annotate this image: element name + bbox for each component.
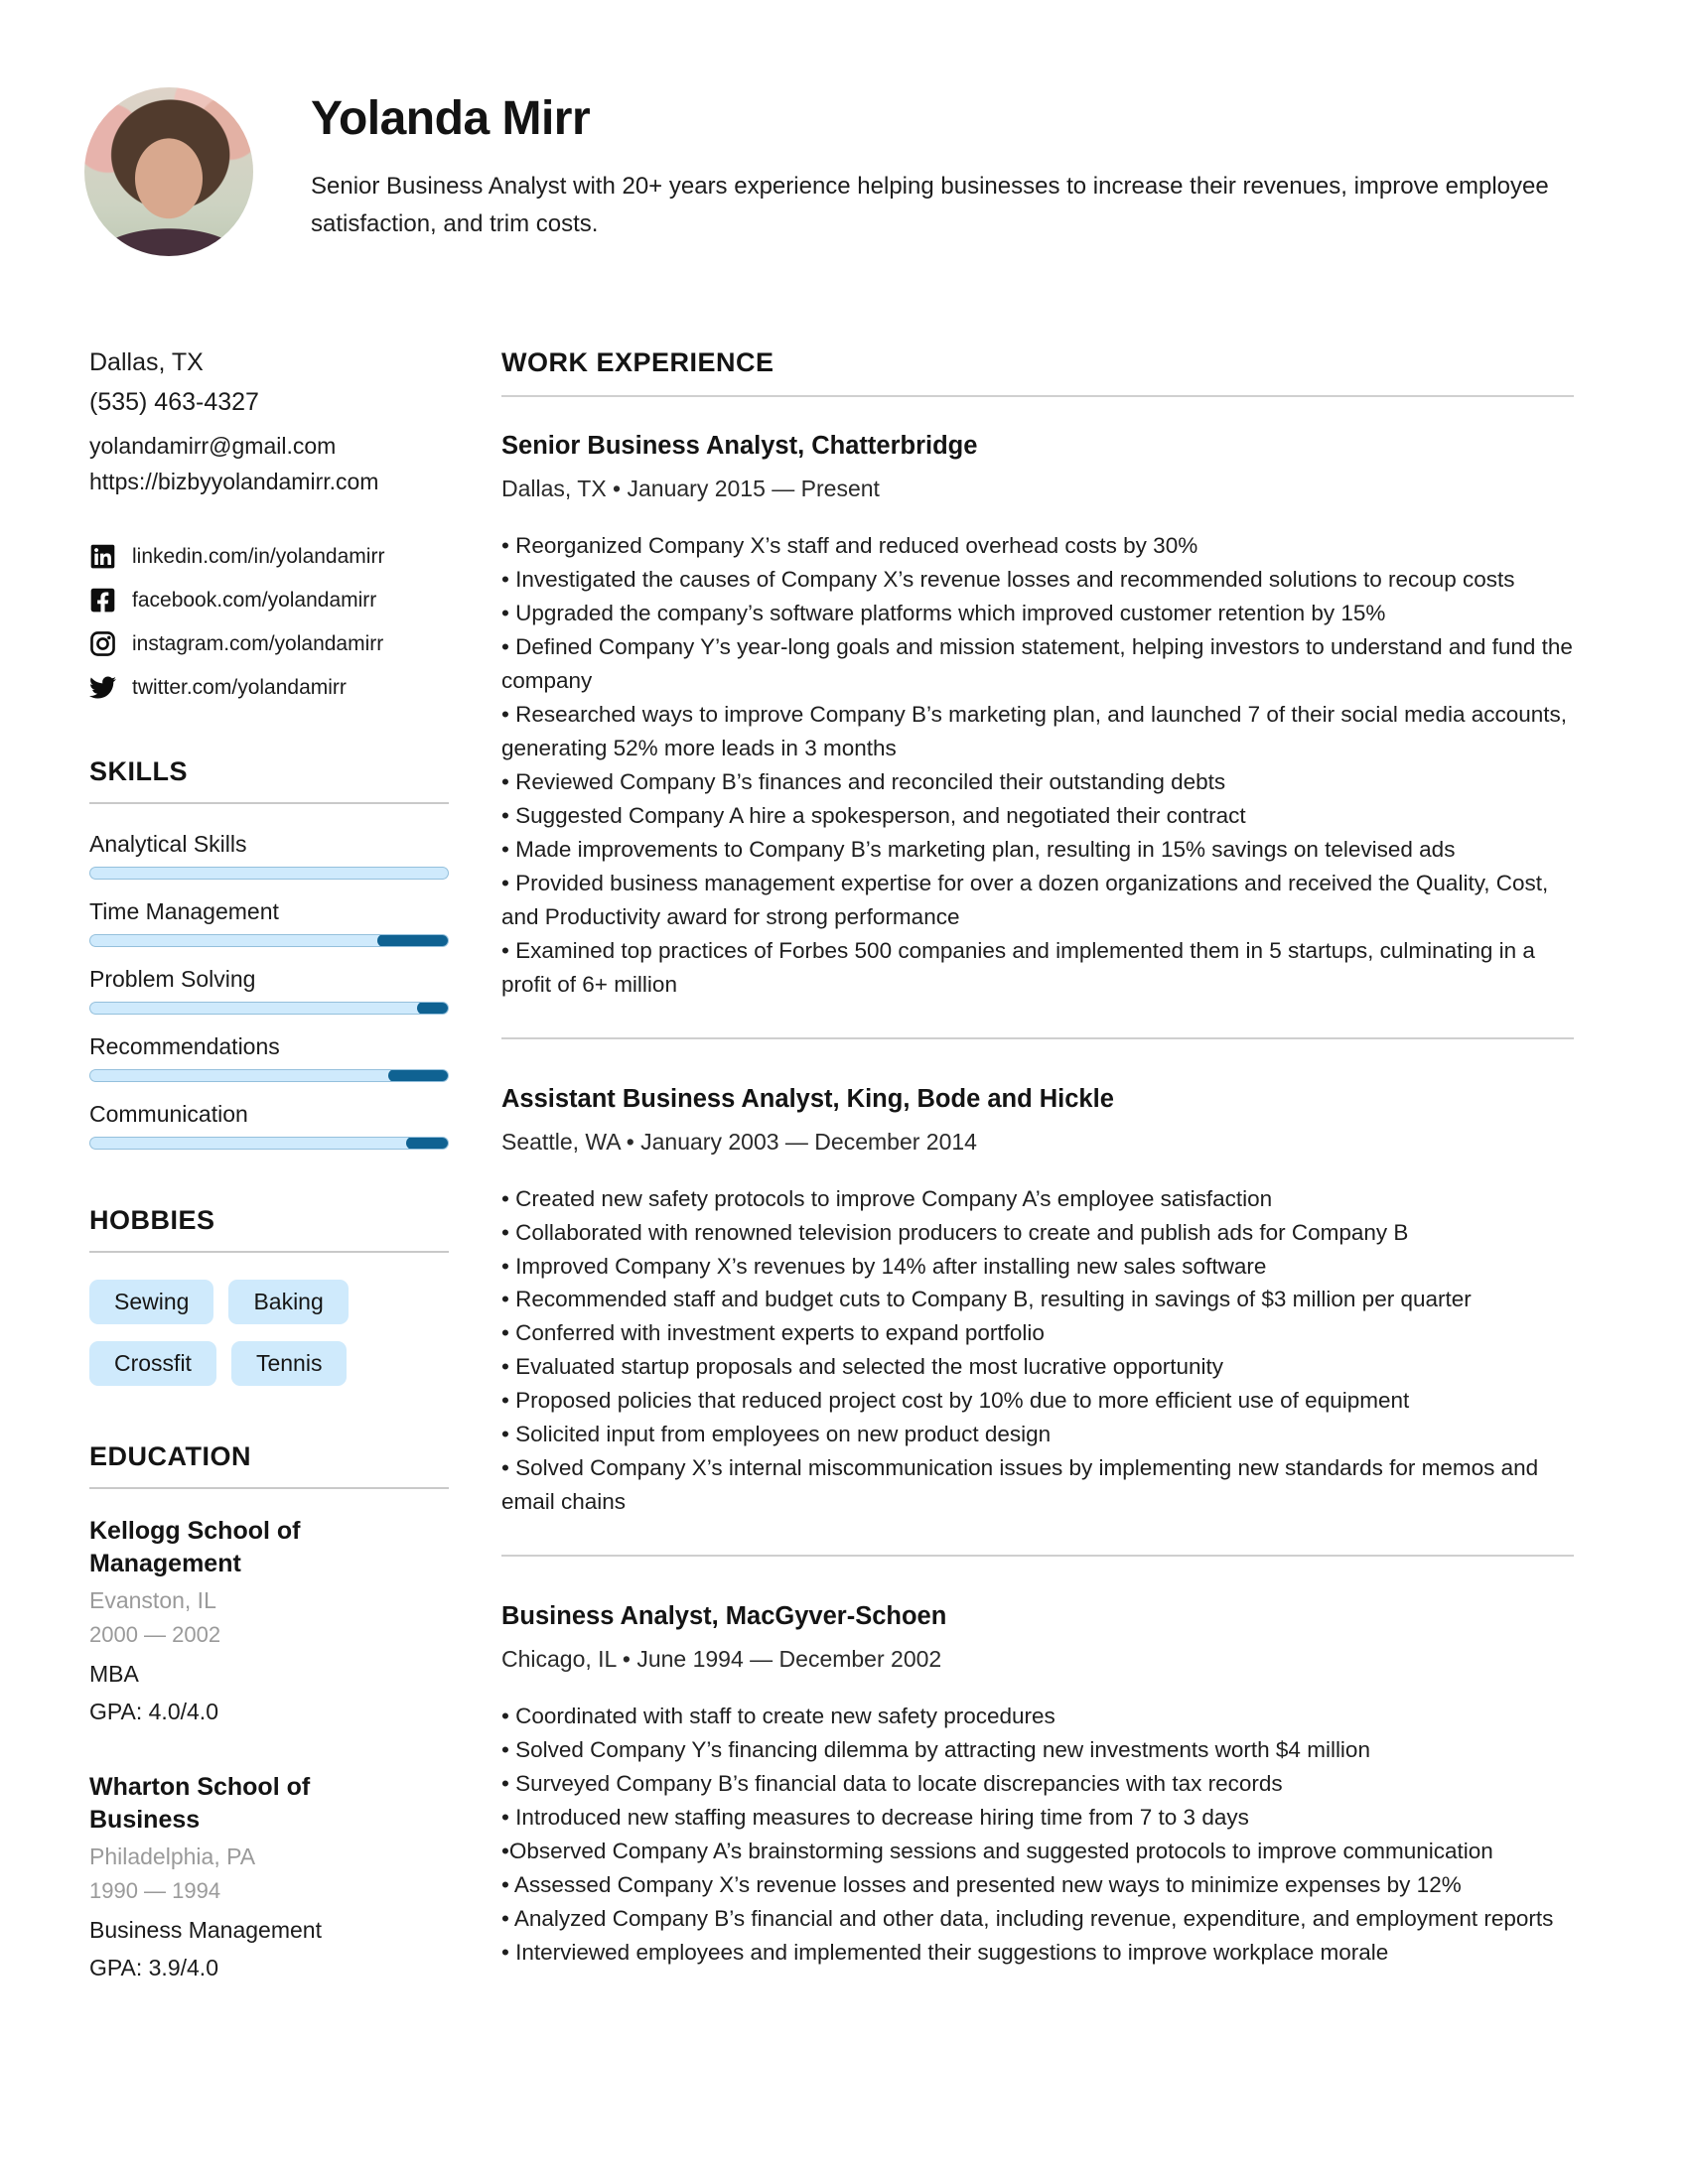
- social-link-label: twitter.com/yolandamirr: [132, 675, 347, 699]
- education-list: [89, 1515, 449, 1981]
- hobbies-title: HOBBIES: [89, 1205, 215, 1236]
- skill-bar-accent: [388, 1069, 449, 1082]
- content-columns: [0, 343, 1688, 1981]
- skill-bar: [89, 1069, 449, 1082]
- section-rule: [89, 1487, 449, 1489]
- job-bullet: • Solved Company X’s internal miscommunication issues by implementing new standards for memos and email chains: [501, 1455, 1539, 1515]
- job-bullet: • Made improvements to Company B’s marketing plan, resulting in 15% savings on televised ads: [501, 836, 1456, 862]
- job-meta: Dallas, TX • January 2015 — Present: [501, 476, 880, 501]
- skills-section: [89, 756, 449, 1150]
- skill-item: [89, 898, 449, 947]
- job-bullet: • Analyzed Company B’s financial and other data, including revenue, expenditure, and employment reports: [501, 1906, 1554, 1932]
- facebook-icon: [89, 587, 116, 614]
- job-bullet: • Reviewed Company B’s finances and reconciled their outstanding debts: [501, 768, 1226, 794]
- skill-bar: [89, 867, 449, 880]
- job-title: Business Analyst, MacGyver-Schoen: [501, 1602, 947, 1631]
- social-link[interactable]: [89, 674, 449, 701]
- social-link[interactable]: [89, 543, 449, 570]
- skill-label: Analytical Skills: [89, 831, 247, 858]
- education-school: Wharton School of Business: [89, 1773, 311, 1834]
- job-bullet: • Suggested Company A hire a spokesperson, and negotiated their contract: [501, 802, 1246, 828]
- job-bullets: [501, 529, 1574, 1002]
- job-bullet: • Coordinated with staff to create new safety procedures: [501, 1704, 1055, 1729]
- social-link-label: instagram.com/yolandamirr: [132, 631, 384, 655]
- skill-label: Problem Solving: [89, 966, 256, 993]
- job-bullet: • Evaluated startup proposals and selected the most lucrative opportunity: [501, 1354, 1224, 1380]
- job-bullet: • Improved Company X’s revenues by 14% after installing new sales software: [501, 1253, 1267, 1279]
- job-entry: [501, 397, 1574, 1002]
- job-meta: Chicago, IL • June 1994 — December 2002: [501, 1646, 942, 1673]
- section-rule: [89, 802, 449, 804]
- skill-bar: [89, 1002, 449, 1015]
- skill-bar-accent: [406, 1137, 449, 1150]
- education-dates: 1990 — 1994: [89, 1878, 221, 1904]
- header: [0, 0, 1688, 256]
- education-degree: Business Management: [89, 1917, 322, 1944]
- contact-block: [89, 343, 449, 499]
- job-bullet: • Solved Company Y’s financing dilemma by attracting new investments worth $4 million: [501, 1737, 1370, 1763]
- skill-item: [89, 831, 449, 880]
- header-text: [311, 87, 1557, 243]
- work-experience-title: WORK EXPERIENCE: [501, 347, 774, 377]
- jobs-list: [501, 397, 1574, 1970]
- linkedin-icon: [89, 543, 116, 570]
- job-bullet: • Assessed Company X’s revenue losses and presented new ways to minimize expenses by 12%: [501, 1872, 1462, 1898]
- education-entry: [89, 1515, 449, 1725]
- education-degree: MBA: [89, 1661, 139, 1688]
- job-bullet: • Interviewed employees and implemented their suggestions to improve workplace morale: [501, 1940, 1389, 1966]
- skill-label: Communication: [89, 1101, 248, 1128]
- hobby-tag: Baking: [228, 1280, 348, 1324]
- job-bullet: • Recommended staff and budget cuts to Company B, resulting in savings of $3 million per quarter: [501, 1287, 1472, 1312]
- contact-website[interactable]: https://bizbyyolandamirr.com: [89, 468, 379, 494]
- job-bullet: • Reorganized Company X’s staff and reduced overhead costs by 30%: [501, 533, 1198, 558]
- work-experience-section: [501, 343, 1574, 1981]
- job-bullet: • Surveyed Company B’s financial data to locate discrepancies with tax records: [501, 1771, 1283, 1797]
- social-link-label: facebook.com/yolandamirr: [132, 588, 377, 612]
- contact-location: Dallas, TX: [89, 348, 204, 376]
- social-link-label: linkedin.com/in/yolandamirr: [132, 544, 385, 568]
- skill-label: Time Management: [89, 898, 279, 925]
- job-bullet: • Created new safety protocols to improve Company A’s employee satisfaction: [501, 1185, 1273, 1211]
- skill-item: [89, 966, 449, 1015]
- education-location: Evanston, IL: [89, 1587, 216, 1614]
- job-entry: [501, 1557, 1574, 1970]
- skill-bar: [89, 934, 449, 947]
- education-section: [89, 1441, 449, 1981]
- contact-email[interactable]: yolandamirr@gmail.com: [89, 433, 337, 459]
- social-link[interactable]: [89, 630, 449, 657]
- profile-photo: [84, 87, 253, 256]
- skill-label: Recommendations: [89, 1033, 280, 1060]
- job-meta: Seattle, WA • January 2003 — December 2014: [501, 1128, 977, 1155]
- person-name: Yolanda Mirr: [311, 92, 591, 145]
- job-entry: [501, 1039, 1574, 1520]
- job-bullet: • Defined Company Y’s year-long goals and mission statement, helping investors to understand and fund the company: [501, 633, 1573, 693]
- sidebar: [89, 343, 449, 1981]
- job-bullet: • Investigated the causes of Company X’s revenue losses and recommended solutions to recoup costs: [501, 566, 1515, 592]
- job-bullets: [501, 1182, 1574, 1520]
- instagram-icon: [89, 630, 116, 657]
- job-bullet: • Provided business management expertise for over a dozen organizations and received the Quality, Cost, and Productivity award for strong performance: [501, 870, 1549, 929]
- education-location: Philadelphia, PA: [89, 1843, 256, 1870]
- education-dates: 2000 — 2002: [89, 1622, 221, 1648]
- social-link[interactable]: [89, 587, 449, 614]
- job-bullet: • Proposed policies that reduced project cost by 10% due to more efficient use of equipment: [501, 1388, 1410, 1414]
- job-bullet: • Researched ways to improve Company B’s marketing plan, and launched 7 of their social media accounts, generating 52% more leads in 3 months: [501, 701, 1568, 760]
- skill-item: [89, 1033, 449, 1082]
- contact-phone: (535) 463-4327: [89, 387, 259, 416]
- education-entry: [89, 1771, 449, 1981]
- job-bullet: • Examined top practices of Forbes 500 companies and implemented them in 5 startups, culminating in a profit of 6+ million: [501, 937, 1535, 997]
- hobbies-section: [89, 1205, 449, 1386]
- hobby-tag: Tennis: [231, 1341, 347, 1386]
- skill-bar-accent: [417, 1002, 449, 1015]
- skills-title: SKILLS: [89, 756, 189, 787]
- job-bullet: • Upgraded the company’s software platforms which improved customer retention by 15%: [501, 600, 1386, 625]
- job-bullet: • Collaborated with renowned television producers to create and publish ads for Company B: [501, 1219, 1409, 1245]
- skill-bar-accent: [377, 934, 449, 947]
- job-bullets: [501, 1700, 1574, 1970]
- education-school: Kellogg School of Management: [89, 1517, 301, 1577]
- social-links: [89, 543, 449, 701]
- education-title: EDUCATION: [89, 1441, 251, 1472]
- hobby-tag: Crossfit: [89, 1341, 216, 1386]
- summary-tagline: Senior Business Analyst with 20+ years experience helping businesses to increase their revenues, improve employee satisfaction, and trim costs.: [311, 173, 1549, 237]
- section-rule: [89, 1251, 449, 1253]
- job-title: Assistant Business Analyst, King, Bode and Hickle: [501, 1084, 1114, 1113]
- education-gpa: GPA: 3.9/4.0: [89, 1955, 218, 1981]
- skill-bar: [89, 1137, 449, 1150]
- job-bullet: • Introduced new staffing measures to decrease hiring time from 7 to 3 days: [501, 1805, 1249, 1831]
- education-gpa: GPA: 4.0/4.0: [89, 1699, 218, 1725]
- hobby-tag: Sewing: [89, 1280, 213, 1324]
- skills-list: [89, 831, 449, 1150]
- job-bullet: •Observed Company A’s brainstorming sessions and suggested protocols to improve communication: [501, 1839, 1493, 1864]
- job-title: Senior Business Analyst, Chatterbridge: [501, 432, 978, 460]
- hobbies-list: [89, 1280, 417, 1386]
- twitter-icon: [89, 674, 116, 701]
- job-bullet: • Solicited input from employees on new product design: [501, 1422, 1052, 1447]
- skill-item: [89, 1101, 449, 1150]
- job-bullet: • Conferred with investment experts to expand portfolio: [501, 1320, 1045, 1346]
